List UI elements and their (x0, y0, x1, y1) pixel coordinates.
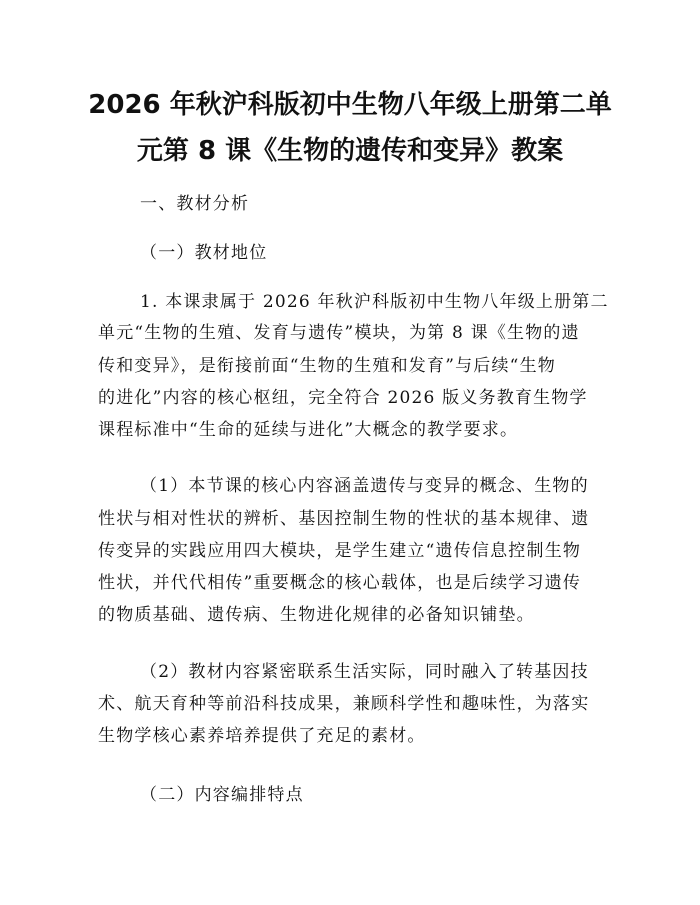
section-heading-materials-analysis: 一、教材分析 (140, 194, 250, 214)
paragraph-2-line-1: （1）本节课的核心内容涵盖遗传与变异的概念、生物的 (140, 476, 589, 496)
paragraph-1-line-3: 传和变异》，是衔接前面“生物的生殖和发育”与后续“生物 (98, 356, 556, 376)
paragraph-3-line-3: 生物学核心素养培养提供了充足的素材。 (98, 726, 426, 746)
paragraph-1-line-5: 课程标准中“生命的延续与进化”大概念的教学要求。 (98, 420, 519, 440)
document-title-line-1: 2026 年秋沪科版初中生物八年级上册第二单 (88, 90, 612, 120)
paragraph-3-line-1: （2）教材内容紧密联系生活实际，同时融入了转基因技 (140, 662, 589, 682)
paragraph-2-line-4: 性状，并代代相传”重要概念的核心载体，也是后续学习遗传 (98, 573, 582, 593)
paragraph-1-line-1: 1. 本课隶属于 2026 年秋沪科版初中生物八年级上册第二 (140, 292, 609, 312)
subsection-heading-content-arrangement: （二）内容编排特点 (140, 785, 304, 805)
paragraph-1-line-4: 的进化”内容的核心枢纽，完全符合 2026 版义务教育生物学 (98, 388, 588, 408)
document-title-line-2: 元第 8 课《生物的遗传和变异》教案 (136, 136, 564, 166)
paragraph-2-line-2: 性状与相对性状的辨析、基因控制生物的性状的基本规律、遗 (98, 509, 590, 529)
paragraph-1-line-2: 单元“生物的生殖、发育与遗传”模块，为第 8 课《生物的遗 (98, 323, 580, 343)
paragraph-2-line-3: 传变异的实践应用四大模块，是学生建立“遗传信息控制生物 (98, 541, 582, 561)
paragraph-2-line-5: 的物质基础、遗传病、生物进化规律的必备知识铺垫。 (98, 605, 535, 625)
subsection-heading-materials-position: （一）教材地位 (140, 243, 268, 263)
paragraph-3-line-2: 术、航天育种等前沿科技成果，兼顾科学性和趣味性，为落实 (98, 694, 590, 714)
